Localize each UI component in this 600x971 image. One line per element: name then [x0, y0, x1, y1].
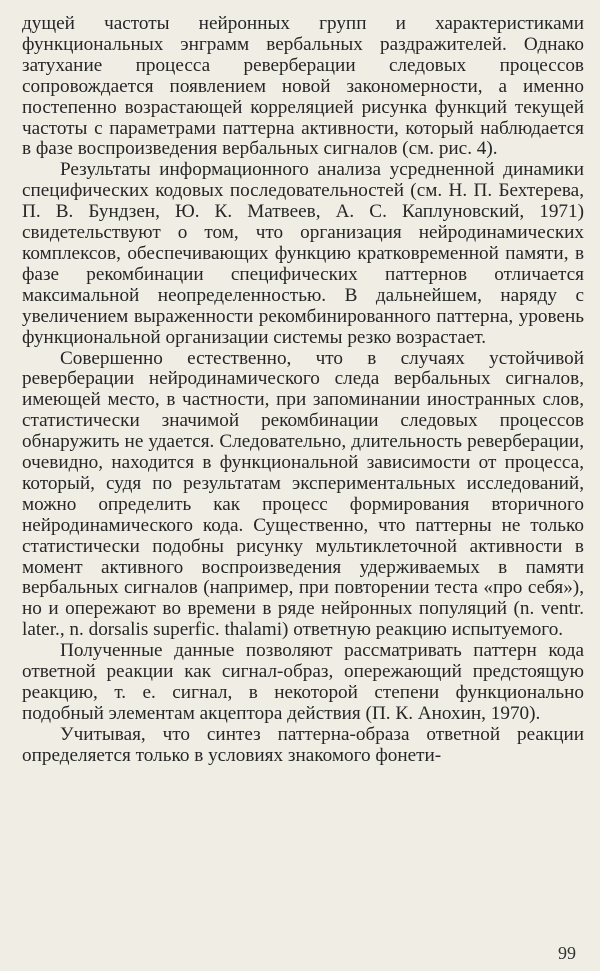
page-number: 99 [558, 943, 576, 963]
body-text [22, 14, 584, 767]
paragraph-continuation: дущей частоты нейронных групп и характеристиками функциональных энграмм вербальных раздражителей. Однако затухание процесса реверберации следовых процессов сопровождается появлением новой закономерности, а именно постепенно возрастающей корреляцией рисунка функций текущей частоты с параметрами паттерна активности, который наблюдается в фазе воспроизведения вербальных сигналов (см. рис. 4). [22, 13, 584, 160]
paragraph-information-analysis: Результаты информационного анализа усредненной динамики специфических кодовых последовательностей (см. Н. П. Бехтерева, П. В. Бундзен, Ю. К. Матвеев, А. С. Каплуновский, 1971) свидетельствуют о том, что организация нейродинамических комплексов, обеспечивающих функцию кратковременной памяти, в фазе рекомбинации специфических паттернов отличается максимальной неопределенностью. В дальнейшем, наряду с увеличением выраженности рекомбинированного паттерна, уровень функциональной организации системы резко возрастает. [22, 159, 584, 348]
paragraph-signal-image: Полученные данные позволяют рассматривать паттерн кода ответной реакции как сигнал-образ, опережающий предстоящую реакцию, т. е. сигнал, в некоторой степени функционально подобный элементам акцептора действия (П. К. Анохин, 1970). [22, 640, 584, 724]
paragraph-reverberation: Совершенно естественно, что в случаях устойчивой реверберации нейродинамического следа вербальных сигналов, имеющей место, в частности, при запоминании иностранных слов, статистически значимой рекомбинации следовых процессов обнаружить не удается. Следовательно, длительность реверберации, очевидно, находится в функциональной зависимости от процесса, который, судя по результатам экспериментальных исследований, можно определить как процесс формирования вторичного нейродинамического кода. Существенно, что паттерны не только статистически подобны рисунку мультиклеточной активности в момент активного воспроизведения удерживаемых в памяти вербальных сигналов (например, при повторении теста «про себя»), но и опережают во времени в ряде нейронных популяций (n. ventr. later., n. dorsalis superfic. thalami) ответную реакцию испытуемого. [22, 347, 584, 641]
paragraph-synthesis: Учитывая, что синтез паттерна-образа ответной реакции определяется только в условиях знакомого фонети- [22, 723, 584, 766]
